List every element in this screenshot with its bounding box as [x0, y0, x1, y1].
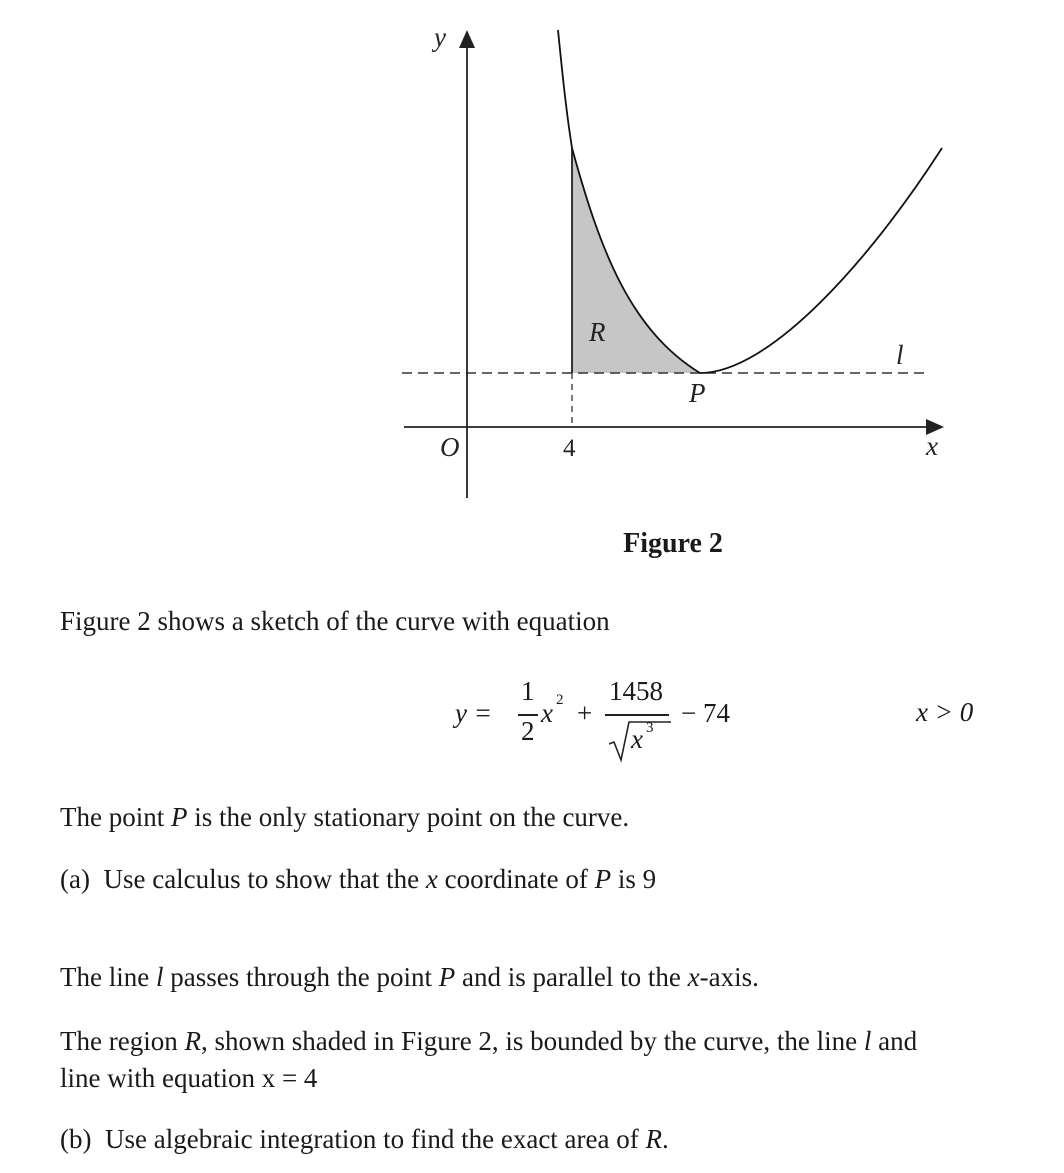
eq-const: − 74 [681, 698, 730, 728]
eq-condition-text: x > 0 [916, 697, 974, 727]
part-b-r: R [645, 1124, 662, 1154]
stationary-point-text [60, 800, 629, 834]
region-description-line-2 [60, 1061, 317, 1095]
region-description-line-1 [60, 1024, 917, 1058]
region-desc-line-2-text: line with equation x = 4 [60, 1063, 318, 1093]
region-desc-text-a: The region [60, 1026, 185, 1056]
line-desc-l: l [155, 962, 164, 992]
line-label: l [896, 340, 904, 370]
tick-label-4: 4 [563, 435, 576, 462]
stationary-text-1: The point [60, 802, 171, 832]
region-desc-r: R [184, 1026, 201, 1056]
eq-lhs [455, 698, 492, 729]
region-desc-text-b: , shown shaded in Figure 2, is bounded by the curve, the line [200, 1026, 864, 1056]
region-desc-l: l [863, 1026, 872, 1056]
eq-plus: + [577, 698, 593, 728]
figure-caption [0, 528, 1064, 560]
axis-x-label: x [926, 431, 938, 461]
part-b [60, 1122, 669, 1156]
line-desc-text-1: The line [60, 962, 156, 992]
region-desc-text-c: and [871, 1026, 918, 1056]
eq-term1-exp: 2 [556, 692, 564, 708]
y-axis-arrow [459, 30, 475, 48]
line-desc-text-4: -axis. [699, 962, 759, 992]
part-b-text-1: Use algebraic integration to find the exact area of [104, 1124, 646, 1154]
line-desc-p: P [438, 962, 456, 992]
axis-y-label: y [434, 22, 446, 52]
line-desc-x: x [687, 962, 700, 992]
eq-frac2-num: 1458 [609, 676, 663, 706]
part-a-text-2: coordinate of [437, 864, 595, 894]
part-b-text-2: . [662, 1124, 669, 1154]
part-a-text-3: is 9 [611, 864, 657, 894]
line-desc-text-2: passes through the point [163, 962, 439, 992]
part-a-label: (a) [60, 864, 90, 894]
line-desc-text-3: and is parallel to the [455, 962, 688, 992]
eq-frac2-bar [605, 714, 669, 716]
origin-label: O [440, 432, 460, 462]
region-label: R [589, 317, 606, 347]
eq-frac1-num: 1 [521, 676, 535, 706]
eq-frac2-den-exp: 3 [646, 720, 654, 736]
eq-condition [916, 697, 973, 728]
figure-2-graph [0, 0, 1064, 520]
eq-lhs-text: y = [455, 698, 492, 728]
figure-caption-text: Figure 2 [623, 528, 723, 559]
stationary-text-2: is the only stationary point on the curve. [187, 802, 630, 832]
eq-frac1-den: 2 [521, 716, 535, 746]
part-a-x: x [425, 864, 438, 894]
stationary-p: P [170, 802, 188, 832]
eq-term1-var-text: x [541, 698, 553, 728]
eq-frac2-den-var [631, 724, 643, 755]
line-description [60, 960, 759, 994]
intro-text [60, 604, 610, 638]
intro-text-span: Figure 2 shows a sketch of the curve with equation [60, 606, 610, 636]
part-b-label: (b) [60, 1124, 92, 1154]
eq-frac2-den-var-text: x [631, 724, 643, 754]
part-a [60, 862, 656, 896]
point-label: P [689, 378, 706, 408]
eq-term1-var [541, 698, 553, 729]
part-a-p: P [594, 864, 612, 894]
part-a-text-1: Use calculus to show that the [103, 864, 426, 894]
